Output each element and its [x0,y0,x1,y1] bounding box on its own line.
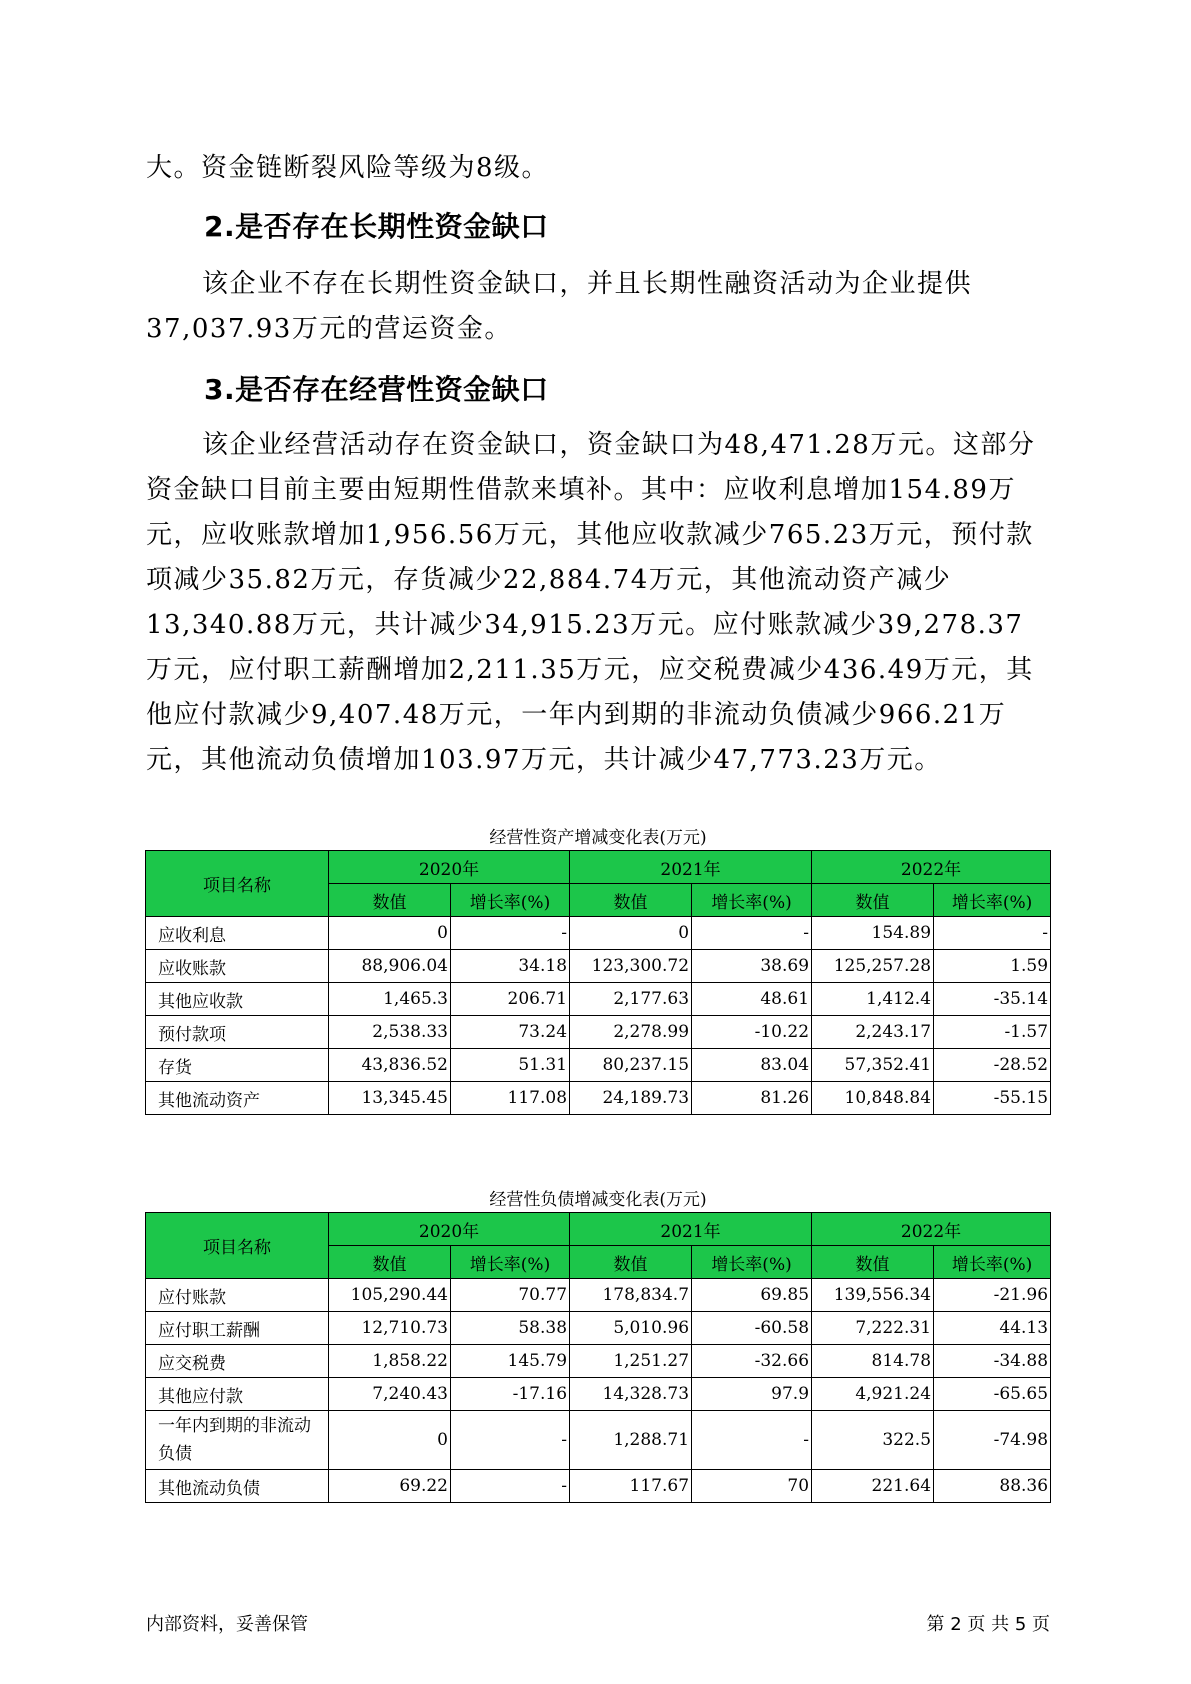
cell-growth-rate: - [692,917,812,950]
cell-value: 14,328.73 [570,1378,692,1411]
cell-value: 7,240.43 [329,1378,451,1411]
cell-growth-rate: 51.31 [451,1049,570,1082]
cell-growth-rate: 83.04 [692,1049,812,1082]
cell-value: 80,237.15 [570,1049,692,1082]
cell-value: 1,858.22 [329,1345,451,1378]
table-row [146,1049,1051,1082]
row-item-name: 应付账款 [146,1279,329,1312]
header-value: 数值 [570,1246,692,1279]
row-item-name: 预付款项 [146,1016,329,1049]
cell-value: 69.22 [329,1470,451,1503]
cell-value: 322.5 [812,1411,934,1470]
header-year: 2020年 [329,851,570,884]
header-growth-rate: 增长率(%) [692,1246,812,1279]
cell-growth-rate: -55.15 [934,1082,1051,1115]
cell-growth-rate: 44.13 [934,1312,1051,1345]
cell-growth-rate: -1.57 [934,1016,1051,1049]
cell-growth-rate: 38.69 [692,950,812,983]
header-year: 2020年 [329,1213,570,1246]
cell-value: 0 [329,1411,451,1470]
row-item-name: 应交税费 [146,1345,329,1378]
row-item-name: 应付职工薪酬 [146,1312,329,1345]
header-value: 数值 [570,884,692,917]
cell-value: 1,251.27 [570,1345,692,1378]
cell-value: 43,836.52 [329,1049,451,1082]
paragraph-risk-level: 大。资金链断裂风险等级为8级。 [146,153,550,183]
cell-growth-rate: 70.77 [451,1279,570,1312]
table-caption-liabilities: 经营性负债增减变化表(万元) [489,1190,707,1210]
cell-growth-rate: 117.08 [451,1082,570,1115]
cell-value: 1,465.3 [329,983,451,1016]
cell-value: 88,906.04 [329,950,451,983]
table-row [146,1345,1051,1378]
cell-growth-rate: -32.66 [692,1345,812,1378]
table-row [146,1016,1051,1049]
cell-value: 154.89 [812,917,934,950]
cell-growth-rate: - [451,917,570,950]
section-heading-operating-gap: 3.是否存在经营性资金缺口 [204,373,549,406]
cell-growth-rate: -10.22 [692,1016,812,1049]
footer-page-number: 第 2 页 共 5 页 [926,1614,1050,1635]
table-row [146,1312,1051,1345]
cell-growth-rate: -17.16 [451,1378,570,1411]
cell-value: 2,243.17 [812,1016,934,1049]
cell-value: 2,177.63 [570,983,692,1016]
cell-value: 123,300.72 [570,950,692,983]
paragraph-long-term-gap: 该企业不存在长期性资金缺口，并且长期性融资活动为企业提供37,037.93万元的营运资金。 [146,269,973,344]
header-growth-rate: 增长率(%) [692,884,812,917]
cell-growth-rate: - [451,1470,570,1503]
cell-value: 221.64 [812,1470,934,1503]
cell-growth-rate: -65.65 [934,1378,1051,1411]
cell-value: 4,921.24 [812,1378,934,1411]
row-item-name: 其他应收款 [146,983,329,1016]
header-item-name: 项目名称 [146,1213,329,1279]
cell-value: 1,288.71 [570,1411,692,1470]
cell-value: 1,412.4 [812,983,934,1016]
header-year: 2021年 [570,851,812,884]
cell-growth-rate: -34.88 [934,1345,1051,1378]
table-row [146,950,1051,983]
cell-growth-rate: - [692,1411,812,1470]
table-row [146,1378,1051,1411]
cell-growth-rate: 88.36 [934,1470,1051,1503]
cell-growth-rate: - [451,1411,570,1470]
cell-growth-rate: - [934,917,1051,950]
row-item-name: 应收账款 [146,950,329,983]
cell-value: 0 [329,917,451,950]
table-row [146,1411,1051,1470]
row-item-name: 一年内到期的非流动负债 [146,1411,329,1470]
header-growth-rate: 增长率(%) [934,1246,1051,1279]
footer-confidential-note: 内部资料，妥善保管 [146,1614,308,1635]
cell-growth-rate: -35.14 [934,983,1051,1016]
cell-value: 13,345.45 [329,1082,451,1115]
cell-value: 12,710.73 [329,1312,451,1345]
cell-value: 117.67 [570,1470,692,1503]
cell-value: 57,352.41 [812,1049,934,1082]
cell-value: 139,556.34 [812,1279,934,1312]
cell-growth-rate: 206.71 [451,983,570,1016]
cell-growth-rate: 145.79 [451,1345,570,1378]
cell-growth-rate: 69.85 [692,1279,812,1312]
cell-growth-rate: 81.26 [692,1082,812,1115]
row-item-name: 其他应付款 [146,1378,329,1411]
cell-value: 105,290.44 [329,1279,451,1312]
cell-growth-rate: 48.61 [692,983,812,1016]
header-growth-rate: 增长率(%) [934,884,1051,917]
cell-growth-rate: -21.96 [934,1279,1051,1312]
table-row [146,917,1051,950]
cell-value: 24,189.73 [570,1082,692,1115]
header-growth-rate: 增长率(%) [451,884,570,917]
header-year: 2021年 [570,1213,812,1246]
cell-value: 0 [570,917,692,950]
cell-value: 5,010.96 [570,1312,692,1345]
header-value: 数值 [329,1246,451,1279]
row-item-name: 应收利息 [146,917,329,950]
table-row [146,1470,1051,1503]
header-value: 数值 [812,1246,934,1279]
row-item-name: 其他流动负债 [146,1470,329,1503]
header-growth-rate: 增长率(%) [451,1246,570,1279]
cell-value: 7,222.31 [812,1312,934,1345]
table-row [146,1082,1051,1115]
header-year: 2022年 [812,851,1051,884]
cell-growth-rate: 73.24 [451,1016,570,1049]
cell-growth-rate: 34.18 [451,950,570,983]
header-year: 2022年 [812,1213,1051,1246]
paragraph-operating-gap: 该企业经营活动存在资金缺口，资金缺口为48,471.28万元。这部分资金缺口目前主要由短期性借款来填补。其中：应收利息增加154.89万元，应收账款增加1,956.56万元，其他应收款减少765.23万元，预付款项减少35.82万元，存货减少22,884.74万元，其他流动资产减少13,340.88万元，共计减少34,915.23万元。应付账款减少39,278.37万元，应付职工薪酬增加2,211.35万元，应交税费减少436.49万元，其他应付款减少9,407.48万元，一年内到期的非流动负债减少966.21万元，其他流动负债增加103.97万元，共计减少47,773.23万元。 [146,430,1036,775]
cell-value: 2,278.99 [570,1016,692,1049]
cell-value: 2,538.33 [329,1016,451,1049]
assets-change-table [145,850,1051,1115]
header-value: 数值 [329,884,451,917]
liabilities-change-table [145,1212,1051,1503]
section-heading-long-term-gap: 2.是否存在长期性资金缺口 [204,210,549,243]
cell-growth-rate: 58.38 [451,1312,570,1345]
cell-growth-rate: 1.59 [934,950,1051,983]
table-row [146,983,1051,1016]
cell-value: 10,848.84 [812,1082,934,1115]
cell-value: 178,834.7 [570,1279,692,1312]
header-item-name: 项目名称 [146,851,329,917]
cell-growth-rate: 97.9 [692,1378,812,1411]
row-item-name: 存货 [146,1049,329,1082]
cell-growth-rate: 70 [692,1470,812,1503]
table-caption-assets: 经营性资产增减变化表(万元) [489,828,707,848]
row-item-name: 其他流动资产 [146,1082,329,1115]
cell-value: 125,257.28 [812,950,934,983]
cell-growth-rate: -74.98 [934,1411,1051,1470]
cell-value: 814.78 [812,1345,934,1378]
cell-growth-rate: -60.58 [692,1312,812,1345]
cell-growth-rate: -28.52 [934,1049,1051,1082]
table-row [146,1279,1051,1312]
header-value: 数值 [812,884,934,917]
